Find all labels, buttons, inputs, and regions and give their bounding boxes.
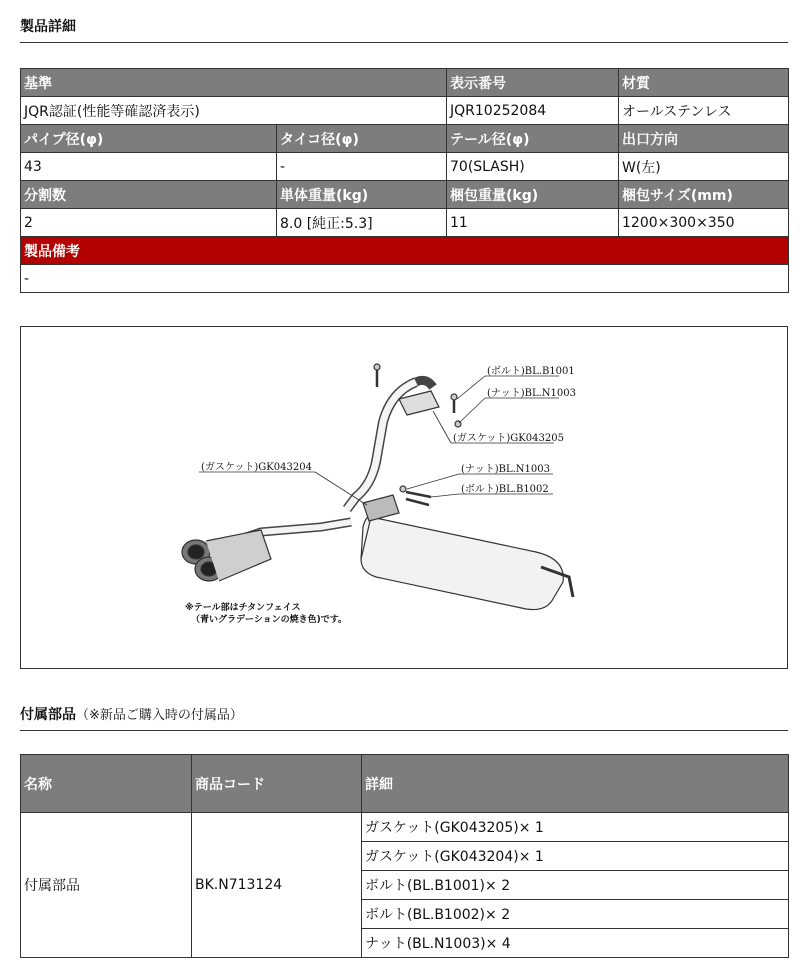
spec-cell-tail-diameter-label: テール径(φ) bbox=[447, 125, 619, 153]
accessories-table bbox=[20, 754, 789, 958]
acc-detail-item: ボルト(BL.B1002)× 2 bbox=[362, 900, 789, 929]
spec-cell-standard-value: JQR認証(性能等確認済表示) bbox=[21, 97, 447, 125]
remarks-value-row bbox=[21, 265, 789, 293]
acc-cell-name: 付属部品 bbox=[21, 813, 192, 958]
spec-cell-pipe-diameter-label: パイプ径(φ) bbox=[21, 125, 277, 153]
spec-header-row bbox=[21, 125, 789, 153]
mid-joint-flange bbox=[363, 495, 399, 521]
spec-cell-silencer-diameter-label: タイコ径(φ) bbox=[277, 125, 447, 153]
spec-cell-exit-direction-value: W(左) bbox=[619, 153, 789, 181]
remarks-value: - bbox=[21, 265, 789, 293]
spec-cell-pipe-diameter-value: 43 bbox=[21, 153, 277, 181]
spec-header-row bbox=[21, 69, 789, 97]
spec-cell-unit-weight-value: 8.0 [純正:5.3] bbox=[277, 209, 447, 237]
acc-detail-item: ナット(BL.N1003)× 4 bbox=[362, 929, 789, 958]
label-nut-n1003-top: (ナット)BL.N1003 bbox=[487, 388, 576, 399]
accessories-title-text: 付属部品 bbox=[20, 707, 76, 723]
acc-detail-item: ガスケット(GK043205)× 1 bbox=[362, 813, 789, 842]
exhaust-diagram-svg bbox=[21, 327, 787, 668]
remarks-label: 製品備考 bbox=[21, 237, 789, 265]
spec-cell-package-weight-label: 梱包重量(kg) bbox=[447, 181, 619, 209]
acc-cell-code: BK.N713124 bbox=[192, 813, 362, 958]
acc-detail-item: ガスケット(GK043204)× 1 bbox=[362, 842, 789, 871]
spec-cell-package-size-value: 1200×300×350 bbox=[619, 209, 789, 237]
spec-cell-display-number-value: JQR10252084 bbox=[447, 97, 619, 125]
spec-cell-sections-value: 2 bbox=[21, 209, 277, 237]
label-nut-n1003-mid: (ナット)BL.N1003 bbox=[461, 464, 550, 475]
bolt-mid bbox=[406, 492, 431, 497]
spec-header-row bbox=[21, 181, 789, 209]
acc-header-name: 名称 bbox=[21, 755, 192, 813]
product-spec-table bbox=[20, 68, 789, 293]
diagram-note-line1: ※テール部はチタンフェイス bbox=[185, 603, 301, 613]
acc-detail-item: ボルト(BL.B1001)× 2 bbox=[362, 871, 789, 900]
exhaust-diagram bbox=[20, 326, 788, 669]
spec-cell-tail-diameter-value: 70(SLASH) bbox=[447, 153, 619, 181]
label-bolt-b1002: (ボルト)BL.B1002 bbox=[461, 484, 549, 495]
spec-value-row bbox=[21, 97, 789, 125]
spec-value-row bbox=[21, 153, 789, 181]
spec-cell-package-size-label: 梱包サイズ(mm) bbox=[619, 181, 789, 209]
spec-cell-material-label: 材質 bbox=[619, 69, 789, 97]
remarks-header-row bbox=[21, 237, 789, 265]
muffler-body bbox=[361, 517, 563, 610]
accessories-title bbox=[20, 704, 788, 731]
label-gasket-gk043205: (ガスケット)GK043205 bbox=[453, 433, 564, 444]
spec-cell-display-number-label: 表示番号 bbox=[447, 69, 619, 97]
spec-value-row bbox=[21, 209, 789, 237]
accessories-subtitle: （※新品ご購入時の付属品） bbox=[76, 708, 243, 723]
spec-cell-package-weight-value: 11 bbox=[447, 209, 619, 237]
product-details-title-text: 製品詳細 bbox=[20, 19, 76, 35]
spec-cell-silencer-diameter-value: - bbox=[277, 153, 447, 181]
nut-mid bbox=[400, 486, 406, 492]
diagram-note-line2: （青いグラデーションの焼き色)です。 bbox=[191, 615, 348, 625]
label-gasket-gk043204: (ガスケット)GK043204 bbox=[201, 462, 312, 473]
accessories-row bbox=[21, 813, 789, 842]
label-bolt-b1001: (ボルト)BL.B1001 bbox=[487, 366, 575, 377]
acc-header-details: 詳細 bbox=[362, 755, 789, 813]
acc-header-code: 商品コード bbox=[192, 755, 362, 813]
spec-cell-unit-weight-label: 単体重量(kg) bbox=[277, 181, 447, 209]
spec-cell-material-value: オールステンレス bbox=[619, 97, 789, 125]
spec-cell-sections-label: 分割数 bbox=[21, 181, 277, 209]
spec-cell-standard-label: 基準 bbox=[21, 69, 447, 97]
spec-cell-exit-direction-label: 出口方向 bbox=[619, 125, 789, 153]
accessories-header-row bbox=[21, 755, 789, 813]
product-details-title bbox=[20, 16, 788, 43]
